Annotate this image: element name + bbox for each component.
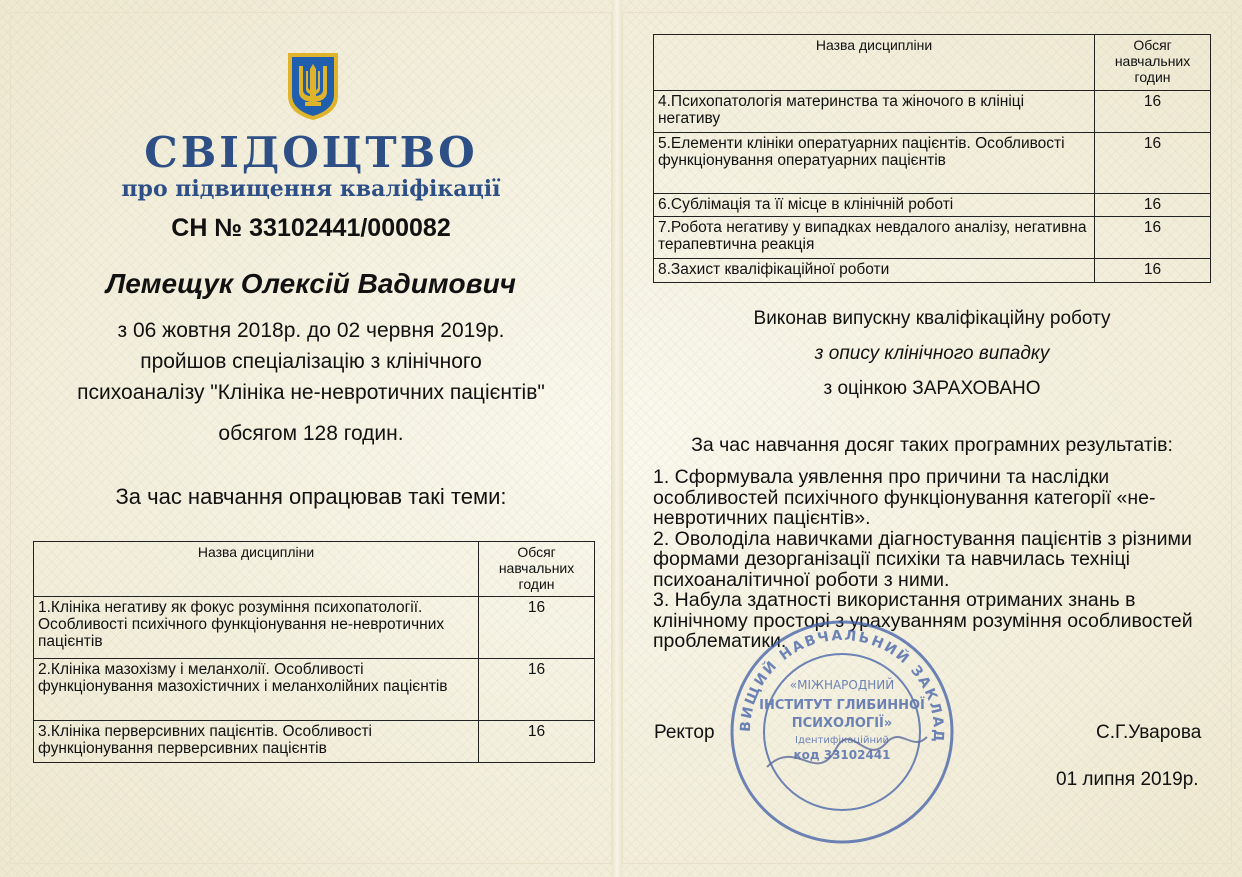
discipline-name: 2.Клініка мазохізму і меланхолії. Особливості функціонування мазохістичних і меланхолійних пацієнтів xyxy=(34,659,479,721)
signer-role: Ректор xyxy=(654,722,715,743)
table-row xyxy=(654,194,1211,217)
specialization-line-2: психоаналізу "Клініка не-невротичних пацієнтів" xyxy=(77,381,545,404)
table-row xyxy=(34,597,595,659)
discipline-hours: 16 xyxy=(1095,194,1211,217)
certificate-number: СН № 33102441/000082 xyxy=(171,214,451,242)
stamp-line-1: «МІЖНАРОДНИЙ xyxy=(789,678,895,692)
results-list xyxy=(653,467,1213,652)
period-line: з 06 жовтня 2018р. до 02 червня 2019р. xyxy=(117,319,505,342)
stamp-ring-text: ВИЩИЙ НАВЧАЛЬНИЙ ЗАКЛАД xyxy=(737,627,947,745)
discipline-name: 7.Робота негативу у випадках невдалого аналізу, негативна терапевтична реакція xyxy=(654,217,1095,259)
discipline-hours: 16 xyxy=(1095,217,1211,259)
final-work-line: Виконав випускну кваліфікаційну роботу xyxy=(753,308,1111,329)
discipline-name: 4.Психопатологія материнства та жіночого в клініці негативу xyxy=(654,91,1095,133)
disciplines-table-right xyxy=(653,34,1211,283)
table-row xyxy=(654,133,1211,194)
discipline-name: 6.Сублімація та її місце в клінічній роботі xyxy=(654,194,1095,217)
discipline-name: 1.Клініка негативу як фокус розуміння психопатології. Особливості психічного функціонування не-невротичних пацієнтів xyxy=(34,597,479,659)
table-row xyxy=(34,721,595,763)
stamp-id-label: Ідентифікаційний xyxy=(795,735,889,746)
stamp-code: код 33102441 xyxy=(793,748,891,762)
specialization-line-1: пройшов спеціалізацію з клінічного xyxy=(140,350,482,373)
discipline-hours: 16 xyxy=(479,597,595,659)
coat-of-arms-icon xyxy=(285,50,341,122)
discipline-name: 5.Елементи клініки оператуарних пацієнтів. Особливості функціонування оператуарних пацієнтів xyxy=(654,133,1095,194)
table-header-row xyxy=(34,542,595,597)
table-row xyxy=(654,259,1211,283)
column-header-hours: Обсяг навчальних годин xyxy=(1095,35,1211,91)
discipline-name: 8.Захист кваліфікаційної роботи xyxy=(654,259,1095,283)
discipline-hours: 16 xyxy=(479,659,595,721)
discipline-hours: 16 xyxy=(1095,259,1211,283)
result-item: 3. Набула здатності використання отриманих знань в клінічному просторі з урахуванням розуміння особливостей проблематики. xyxy=(653,589,1193,652)
table-row xyxy=(34,659,595,721)
table-header-row xyxy=(654,35,1211,91)
grade-line: з оцінкою ЗАРАХОВАНО xyxy=(823,378,1041,399)
table-row xyxy=(654,217,1211,259)
stamp-line-3: ПСИХОЛОГІЇ» xyxy=(791,716,893,731)
result-item: 1. Сформувала уявлення про причини та наслідки особливостей психічного функціонування категорії «не-невротичних пацієнтів». xyxy=(653,466,1156,529)
certificate-subtitle: про підвищення кваліфікації xyxy=(121,176,501,202)
discipline-hours: 16 xyxy=(1095,91,1211,133)
issue-date: 01 липня 2019р. xyxy=(1056,769,1199,790)
column-header-name: Назва дисципліни xyxy=(34,542,479,597)
disciplines-table-left xyxy=(33,541,595,763)
certificate-title: СВІДОЦТВО xyxy=(144,128,478,177)
column-header-name: Назва дисципліни xyxy=(654,35,1095,91)
results-heading: За час навчання досяг таких програмних результатів: xyxy=(691,434,1173,456)
holder-name: Лемещук Олексій Вадимович xyxy=(105,268,516,299)
result-item: 2. Оволоділа навичками діагностування пацієнтів з різними формами дезорганізації психіки та навчилась техніці психоаналітичної роботи з ними. xyxy=(653,527,1192,591)
stamp-line-2: ІНСТИТУТ ГЛИБИННОЇ xyxy=(759,698,925,713)
column-header-hours: Обсяг навчальних годин xyxy=(479,542,595,597)
signer-name: С.Г.Уварова xyxy=(1096,722,1202,743)
discipline-name: 3.Клініка перверсивних пацієнтів. Особливості функціонування перверсивних пацієнтів xyxy=(34,721,479,763)
table-row xyxy=(654,91,1211,133)
volume-line: обсягом 128 годин. xyxy=(218,422,404,445)
final-work-topic: з опису клінічного випадку xyxy=(814,343,1050,364)
topics-heading: За час навчання опрацював такі теми: xyxy=(115,484,507,509)
discipline-hours: 16 xyxy=(479,721,595,763)
discipline-hours: 16 xyxy=(1095,133,1211,194)
